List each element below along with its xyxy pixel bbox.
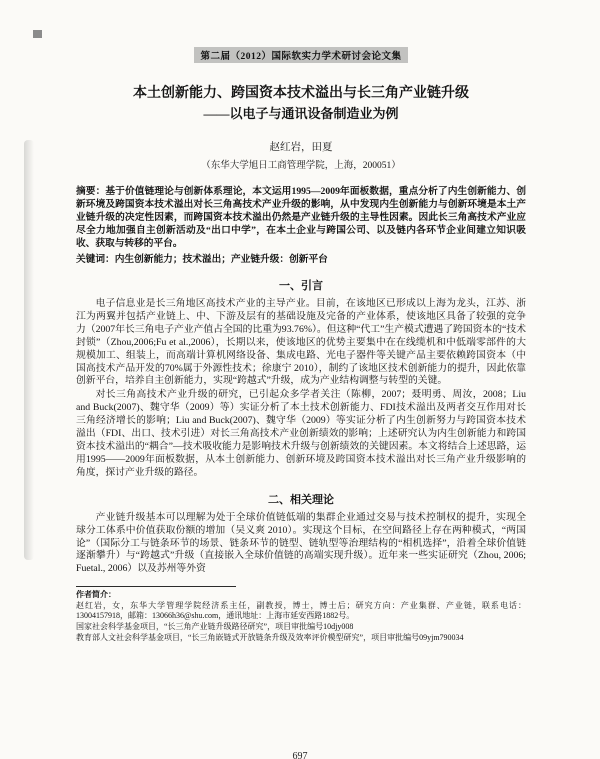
funding-note-1: 国家社会科学基金项目，“长三角产业链升级路径研究”，项目审批编号10djy008 — [76, 622, 354, 631]
authors: 赵红岩，田夏 — [269, 142, 333, 153]
section1-paragraph-1: 电子信息业是长三角地区高技术产业的主导产业。目前，在该地区已形成以上海为龙头，江苏、浙江为两翼并包括产业链上、中、下游及层有的基础设施及完备的产业体系，使该地区具备了较强的竞争力（2007年长三角电子产业产值占全国的比重为93.76%）。但这种“代工”生产模式遭遇了跨国资本的“技术封锁”（Zhou,2006;Fu et al.,2006），长期以来，使该地区的优势主要集中在在线缆机和中低端零部件的大规模加工、组装上，而高端计算机网络设备、集成电路、光电子器件等关键产品主要依赖跨国资本（中国高技术产品开发的70%属于外源性技术；徐康宁 2010），制约了该地区技术创新能力的提升，因此依靠创新平台，培养自主创新能力，实现“跨越式”升级，成为产业结构调整与转型的关键。 — [76, 298, 526, 387]
keywords — [76, 253, 526, 266]
abstract-text: 基于价值链理论与创新体系理论，本文运用1995—2009年面板数据，重点分析了内生创新能力、创新环境及跨国资本技术溢出对长三角高技术产业升级的影响，从中发现内生创新能力与创新环境是本土产业链升级的决定性因素，而跨国资本技术溢出仍然是产业链升级的主导性因素。因此长三角高技术产业应尽全力地加强自主创新活动及“出口中学”，在本土企业与跨国公司、以及链内各环节企业间建立知识吸收、获取与转移的平台。 — [76, 186, 527, 249]
keywords-label: 关键词： — [76, 254, 115, 265]
proceedings-header — [76, 46, 526, 64]
affiliation: （东华大学旭日工商管理学院，上海，200051） — [201, 161, 401, 171]
section2-heading: 二、相关理论 — [268, 493, 334, 506]
keywords-text: 内生创新能力；技术溢出；产业链升级：创新平台 — [114, 254, 328, 265]
paper-title-line2: ——以电子与通讯设备制造业为例 — [203, 106, 399, 121]
binding-shadow — [24, 140, 34, 560]
page-content — [76, 46, 526, 643]
author-bio-label: 作者简介： — [76, 590, 116, 600]
footnotes — [76, 586, 526, 643]
funding-note-2: 教育部人文社会科学基金项目，“长三角嵌链式开放链条升级及效率评价模型研究”，项目审批编号09yjm790034 — [76, 632, 464, 642]
section1-paragraph-2: 对长三角高技术产业升级的研究，已引起众多学者关注（陈柳，2007；聂明勇、周汝，2008；Liu and Buck(2007)、魏守华（2009）等）实证分析了本土技术创新能力、FDI技术溢出及两者交互作用对长三角经济增长的影响；Liu and Buck(2007)、魏守华（2009）等实证分析了内生创新努力与跨国资本技术溢出（FDI、出口、技术引进）对长三角高技术产业创新绩效的影响；上述研究认为内生创新能力和跨国资本技术溢出的“耦合”—技术吸收能力是影响技术升级与创新绩效的关键因素。本文将结合上述思路，运用1995——2009年面板数据，从本土创新能力、创新环境及跨国资本技术溢出对长三角产业升级影响的角度，探讨产业升级的路径。 — [76, 389, 526, 478]
author-bio: 赵红岩，女，东华大学管理学院经济系主任，副教授，博士，博士后；研究方向：产业集群、产业链，联系电话：13004157918，邮箱：13066h36@shu.com，通讯地址：上海市延安西路1882号。 — [76, 600, 526, 621]
scan-artifact — [33, 30, 42, 38]
page-number: 697 — [292, 751, 308, 759]
section1-heading: 一、引言 — [279, 280, 323, 292]
footnote-divider — [76, 586, 236, 587]
paper-title-line1: 本土创新能力、跨国资本技术溢出与长三角产业链升级 — [133, 86, 469, 101]
section2-paragraph-1: 产业链升级基本可以理解为处于全球价值链低端的集群企业通过交易与技术控制权的提升，实现全球分工体系中价值获取份额的增加（吴义爽 2010）。实现这个目标，在空间路径上存在两种模式，“两国论”（国际分工与链条环节的场景、链条环节的链型、链轨型等治理结构的“相机选择”，沿着全球价值链逐渐攀升）与“跨越式”升级（直接嵌入全球价值链的高端实现升级）。近年来一些实证研究（Zhou, 2006; Fuetal., 2006）以及苏州等外资 — [76, 511, 526, 575]
proceedings-header-text: 第二届（2012）国际软实力学术研讨会论文集 — [194, 47, 407, 63]
abstract — [76, 185, 526, 250]
abstract-label: 摘要： — [76, 186, 106, 197]
